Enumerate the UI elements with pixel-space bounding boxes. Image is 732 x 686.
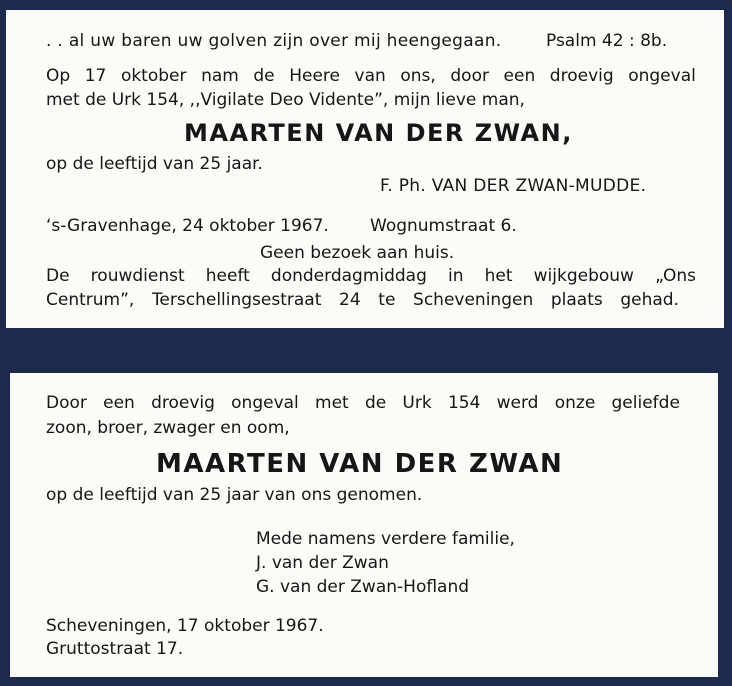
word: door xyxy=(450,66,489,86)
word: onze xyxy=(554,393,596,413)
word: heeft xyxy=(205,266,250,286)
epigraph: . . al uw baren uw golven zijn over mij heengegaan. xyxy=(46,31,502,51)
word: geliefde xyxy=(611,393,680,413)
family-member-1: J. van der Zwan xyxy=(256,553,389,573)
announcement-line-2: zoon, broer, zwager en oom, xyxy=(46,418,290,438)
age-line: op de leeftijd van 25 jaar. xyxy=(46,154,263,174)
word: droevig xyxy=(549,66,614,86)
word: 24 xyxy=(339,290,361,310)
deceased-name: MAARTEN VAN DER ZWAN xyxy=(156,449,564,479)
word: Scheveningen xyxy=(413,290,534,310)
word: oktober xyxy=(120,66,187,86)
family-intro: Mede namens verdere familie, xyxy=(256,529,515,549)
word: ongeval xyxy=(628,66,696,86)
word: Heere xyxy=(289,66,340,86)
word: 17 xyxy=(84,66,107,86)
announcement-line-1 xyxy=(46,66,696,86)
obituary-notice-parents xyxy=(10,373,718,677)
word: 154 xyxy=(447,393,481,413)
word: Urk xyxy=(402,393,432,413)
word: De xyxy=(46,266,70,286)
word: het xyxy=(484,266,513,286)
word: droevig xyxy=(151,393,215,413)
no-visit-notice: Geen bezoek aan huis. xyxy=(260,243,455,263)
word: Centrum”, xyxy=(46,290,135,310)
family-member-2: G. van der Zwan-Hofland xyxy=(256,577,470,597)
word: te xyxy=(378,290,396,310)
word: een xyxy=(503,66,536,86)
address: Wognumstraat 6. xyxy=(370,216,517,236)
service-line-2 xyxy=(46,290,679,310)
word: ongeval xyxy=(231,393,299,413)
obituary-notice-spouse xyxy=(6,10,724,328)
word: nam xyxy=(201,66,239,86)
word: in xyxy=(448,266,464,286)
age-line: op de leeftijd van 25 jaar van ons genomen. xyxy=(46,485,423,505)
word: een xyxy=(103,393,135,413)
announcement-line-1 xyxy=(46,393,680,413)
address: Gruttostraat 17. xyxy=(46,639,184,659)
word: ons, xyxy=(400,66,436,86)
word: wijkgebouw xyxy=(533,266,634,286)
word: gehad. xyxy=(620,290,679,310)
signatory: F. Ph. VAN DER ZWAN-MUDDE. xyxy=(380,176,647,196)
word: Op xyxy=(46,66,71,86)
word: de xyxy=(253,66,275,86)
word: plaats xyxy=(550,290,603,310)
word: van xyxy=(354,66,386,86)
word: met xyxy=(315,393,349,413)
word: „Ons xyxy=(655,266,696,286)
service-line-1 xyxy=(46,266,696,286)
announcement-line-2: met de Urk 154, ,,Vigilate Deo Vidente”, mijn lieve man, xyxy=(46,90,525,110)
word: werd xyxy=(496,393,539,413)
word: Door xyxy=(46,393,87,413)
place-date: ‘s-Gravenhage, 24 oktober 1967. xyxy=(46,216,329,236)
psalm-reference: Psalm 42 : 8b. xyxy=(546,31,668,51)
deceased-name: MAARTEN VAN DER ZWAN, xyxy=(184,119,573,147)
word: rouwdienst xyxy=(90,266,185,286)
word: Terschellingsestraat xyxy=(151,290,322,310)
word: de xyxy=(364,393,387,413)
place-date: Scheveningen, 17 oktober 1967. xyxy=(46,616,324,636)
word: donderdagmiddag xyxy=(270,266,427,286)
